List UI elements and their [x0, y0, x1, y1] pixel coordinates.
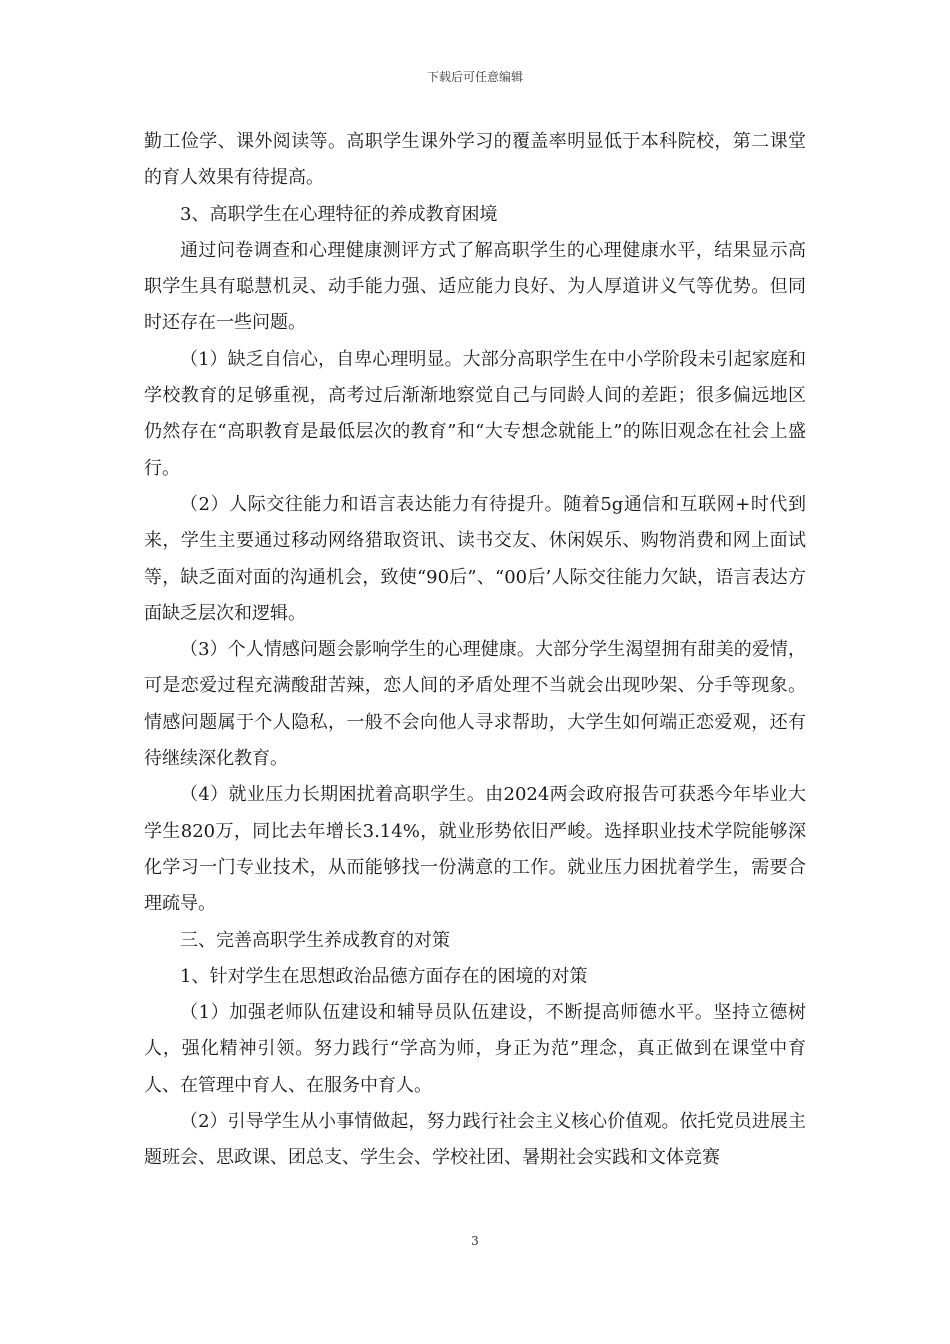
- paragraph-survey: 通过问卷调查和心理健康测评方式了解高职学生的心理健康水平，结果显示高职学生具有聪慧机灵、动手能力强、适应能力良好、为人厚道讲义气等优势。但同时还存在一些问题。: [144, 239, 806, 334]
- document-body: [144, 124, 806, 1177]
- paragraph-continuation: 勤工俭学、课外阅读等。高职学生课外学习的覆盖率明显低于本科院校，第二课堂的育人效果有待提高。: [144, 131, 806, 189]
- paragraph-measure-1: （1）加强老师队伍建设和辅导员队伍建设，不断提高师德水平。坚持立德树人，强化精神引领。努力践行“学高为师，身正为范”理念，真正做到在课堂中育人、在管理中育人、在服务中育人。: [144, 1002, 806, 1096]
- section-heading-countermeasures: 三、完善高职学生养成教育的对策: [180, 929, 450, 951]
- section-heading-psychology: 3、高职学生在心理特征的养成教育困境: [180, 203, 498, 225]
- paragraph-item-3: （3）个人情感问题会影响学生的心理健康。大部分学生渴望拥有甜美的爱情，可是恋爱过程充满酸甜苦辣，恋人间的矛盾处理不当就会出现吵架、分手等现象。情感问题属于个人隐私，一般不会向他人寻求帮助，大学生如何端正恋爱观，还有待继续深化教育。: [144, 639, 806, 770]
- paragraph-measure-2: （2）引导学生从小事情做起，努力践行社会主义核心价值观。依托党员进展主题班会、思政课、团总支、学生会、学校社团、暑期社会实践和文体竞赛: [144, 1111, 806, 1169]
- subsection-heading-political: 1、针对学生在思想政治品德方面存在的困境的对策: [180, 965, 588, 987]
- paragraph-item-4: （4）就业压力长期困扰着高职学生。由2024两会政府报告可获悉今年毕业大学生820万，同比去年增长3.14%，就业形势依旧严峻。选择职业技术学院能够深化学习一门专业技术，从而能够找一份满意的工作。就业压力困扰着学生，需要合理疏导。: [144, 784, 806, 915]
- page-number: 3: [471, 1234, 479, 1248]
- paragraph-item-2: （2）人际交往能力和语言表达能力有待提升。随着5g通信和互联网+时代到来，学生主要通过移动网络猎取资讯、读书交友、休闲娱乐、购物消费和网上面试等，缺乏面对面的沟通机会，致使“90后”、“00后’人际交往能力欠缺，语言表达方面缺乏层次和逻辑。: [144, 493, 806, 624]
- paragraph-item-1: （1）缺乏自信心，自卑心理明显。大部分高职学生在中小学阶段未引起家庭和学校教育的足够重视，高考过后渐渐地察觉自己与同龄人间的差距；很多偏远地区仍然存在“高职教育是最低层次的教育”和“大专想念就能上”的陈旧观念在社会上盛行。: [144, 348, 806, 479]
- page-header-note: 下载后可任意编辑: [426, 70, 523, 84]
